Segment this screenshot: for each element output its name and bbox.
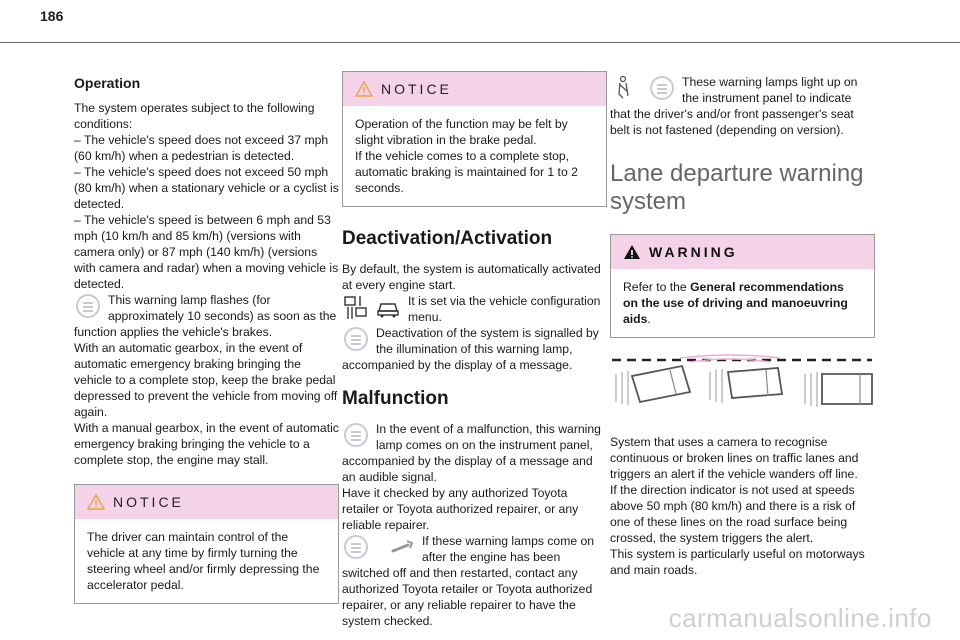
condition-pedestrian: – The vehicle's speed does not exceed 37 mph (60 km/h) when a pedestrian is detected. — [74, 133, 329, 163]
seat-belt-paragraph — [610, 74, 875, 138]
malfunction-lamp-paragraph — [342, 421, 607, 485]
notice-title: NOTICE — [381, 81, 452, 97]
notice-text: The driver can maintain control of the vehicle at any time by firmly turning the steering wheel and/or firmly depressing the accelerator pedal. — [87, 530, 320, 592]
condition-moving: – The vehicle's speed is between 6 mph and 53 mph (10 km/h and 85 km/h) (versions with camera only) or 87 mph (140 km/h) (versions with camera and radar) when a moving vehicle is detected. — [74, 213, 339, 291]
config-menu-text: It is set via the vehicle configuration menu. — [408, 294, 601, 324]
notice-body — [75, 519, 338, 603]
lamp-text: This warning lamp flashes (for approximately 10 seconds) as soon as the function applies the vehicle's brakes. — [74, 293, 337, 339]
watermark: carmanualsonline.info — [668, 603, 932, 633]
seat-belt-text: These warning lamps light up on the instrument panel to indicate that the driver's and/or front passenger's seat belt is not fastened (depending on version). — [610, 75, 858, 137]
deactivation-lamp-paragraph — [342, 325, 607, 373]
deactivation-lamp-text: Deactivation of the system is signalled by the illumination of this warning lamp, accompanied by the display of a message. — [342, 326, 599, 372]
notice-box-vibration — [342, 71, 607, 207]
restart-lamps-text: If these warning lamps come on after the engine has been switched off and then restarted, contact any authorized Toyota retailer or Toyota authorized repairer, or any reliable repairer to have the system checked. — [342, 534, 595, 628]
notice-title: NOTICE — [113, 494, 184, 510]
column-2 — [342, 71, 607, 629]
seat-belt-icons — [610, 74, 676, 102]
notice-header — [75, 485, 338, 519]
warning-prefix: Refer to the — [623, 280, 691, 294]
lamp-paragraph — [74, 292, 339, 340]
notice-triangle-icon — [87, 494, 105, 510]
warning-text — [623, 279, 862, 327]
malfunction-lamp-text: In the event of a malfunction, this warning lamp comes on on the instrument panel, accompanied by the display of a message and an audible signal. — [342, 422, 601, 484]
warning-lamp-icon — [342, 421, 370, 449]
lane-departure-illustration — [610, 354, 875, 418]
page-number: 186 — [40, 8, 64, 24]
settings-menu-icon — [342, 293, 370, 321]
notice-body — [343, 106, 606, 206]
deactivation-default-text: By default, the system is automatically activated at every engine start. — [342, 262, 601, 292]
warning-suffix: . — [647, 312, 651, 326]
automatic-gearbox-text: With an automatic gearbox, in the event of automatic emergency braking bringing the vehicle to a complete stop, keep the brake pedal depressed to prevent the vehicle from moving off again. — [74, 341, 338, 419]
column-3 — [610, 74, 875, 578]
manual-gearbox-text: With a manual gearbox, in the event of automatic emergency braking bringing the vehicle to a complete stop, the engine may stall. — [74, 421, 339, 467]
deactivation-heading: Deactivation/Activation — [342, 228, 553, 249]
warning-lamp-icon — [342, 325, 370, 353]
malfunction-heading: Malfunction — [342, 388, 449, 409]
notice-box-driver-control — [74, 484, 339, 604]
operation-heading: Operation — [74, 75, 141, 91]
warning-lamp-icon — [648, 74, 676, 102]
notice-header — [343, 72, 606, 106]
warning-body — [611, 269, 874, 337]
notice-triangle-icon — [355, 81, 373, 97]
restart-lamp-icons — [342, 533, 416, 561]
condition-stationary: – The vehicle's speed does not exceed 50 mph (80 km/h) when a stationary vehicle or a cyclist is detected. — [74, 165, 339, 211]
lane-departure-heading: Lane departure warning system — [610, 160, 864, 215]
column-1 — [74, 74, 339, 604]
wrench-icon — [388, 533, 416, 561]
operation-intro: The system operates subject to the following conditions: — [74, 101, 315, 131]
lane-system-description: System that uses a camera to recognise continuous or broken lines on traffic lanes and triggers an alert if the vehicle wanders off line. — [610, 435, 859, 481]
warning-reference-link: General recommendations on the use of driving and manoeuvring aids — [623, 280, 848, 326]
restart-lamps-paragraph — [342, 533, 607, 629]
config-menu-paragraph — [342, 293, 607, 325]
lane-alert-condition: If the direction indicator is not used at speeds above 50 mph (80 km/h) and there is a risk of one of these lines on the road surface being crossed, the system triggers the alert. — [610, 483, 856, 545]
config-icons — [342, 293, 402, 321]
vehicle-config-icon — [374, 293, 402, 321]
warning-box — [610, 234, 875, 338]
warning-header — [611, 235, 874, 269]
seat-belt-icon — [610, 74, 638, 102]
warning-title: WARNING — [649, 244, 738, 260]
header-divider — [0, 42, 960, 43]
warning-lamp-icon — [342, 533, 370, 561]
warning-lamp-icon — [74, 292, 102, 320]
warning-triangle-icon — [623, 244, 641, 260]
notice-text-stop: If the vehicle comes to a complete stop, automatic braking is maintained for 1 to 2 seconds. — [355, 149, 578, 195]
notice-text-vibration: Operation of the function may be felt by slight vibration in the brake pedal. — [355, 117, 568, 147]
malfunction-check-text: Have it checked by any authorized Toyota retailer or Toyota authorized repairer, or any reliable repairer. — [342, 486, 579, 532]
lane-usefulness: This system is particularly useful on motorways and main roads. — [610, 547, 865, 577]
